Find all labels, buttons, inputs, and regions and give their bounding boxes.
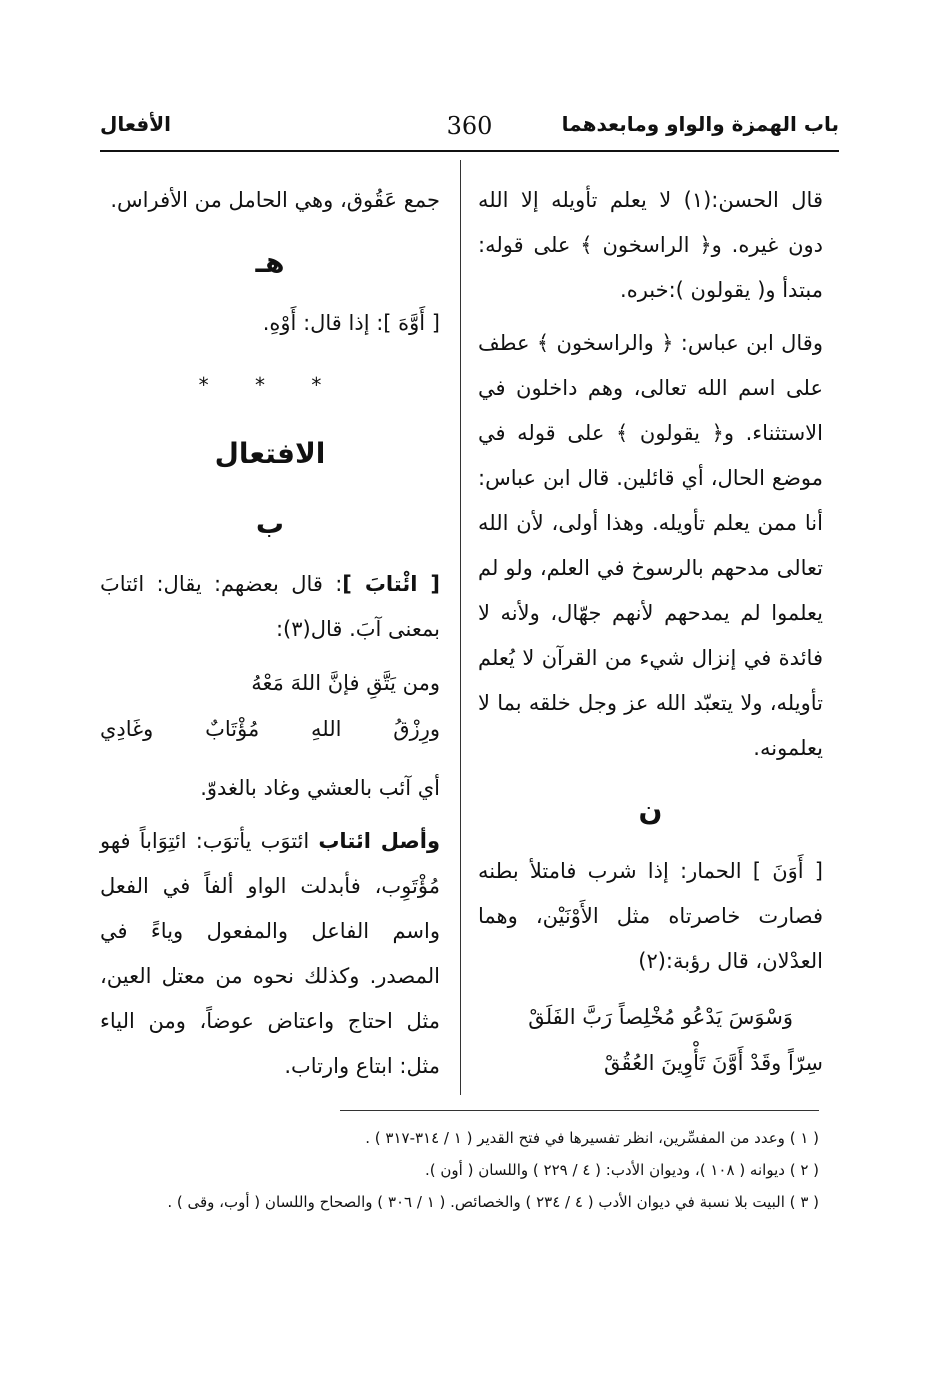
footnotes: [100, 1122, 819, 1218]
footnote-rule: [340, 1110, 819, 1111]
section-title: الأفعال: [100, 112, 171, 136]
header-rule: [100, 150, 839, 152]
paragraph-lead: وأصل ائتاب: [318, 829, 440, 853]
footnote-2: ( ٢ ) ديوانه ( ١٠٨ )، وديوان الأدب: ( ٤ / ٢٢٩ ) واللسان ( أون ).: [425, 1161, 819, 1179]
entry-text: الحمار: إذا شرب فامتلأ بطنه فصارت خاصرتاه مثل الأَوْنَيْن، وهما العدْلان، قال رؤبة:(٢): [478, 859, 823, 973]
letter-heading-ha: هـ: [255, 246, 285, 279]
page-header: [100, 108, 839, 148]
section-heading-iftial: الافتعال: [214, 437, 326, 470]
verse-line-1: ومن يَتَّقِ فإنَّ اللهَ مَعْهُ: [251, 671, 440, 695]
left-column: [100, 178, 440, 1097]
chapter-title: باب الهمزة والواو ومابعدهما: [561, 112, 839, 136]
letter-heading-nun: ن: [638, 794, 663, 827]
right-column: [478, 178, 823, 1094]
section-separator-stars: * * *: [198, 373, 342, 397]
verse-ruba: [478, 994, 823, 1086]
verse-gloss: أي آئب بالعشي وغاد بالغدوّ.: [200, 776, 440, 800]
paragraph-hasan: قال الحسن:(١) لا يعلم تأويله إلا الله دون غيره. و﴿ الراسخون ﴾ على قوله: مبتدأ و( يقولون ):خبره.: [478, 188, 823, 302]
paragraph-origin: [100, 819, 440, 1089]
verse-line-2: سِرّاً وقَدْ أَوَّنَ تَأْوِينَ العُقُقْ: [603, 1051, 823, 1075]
entry-headword: [ ائْتابَ ]: [342, 572, 440, 596]
letter-heading-ba: ب: [255, 507, 285, 540]
entry-awan: [478, 849, 823, 984]
entry-itaba: [100, 562, 440, 652]
verse-block: [100, 660, 440, 752]
column-divider: [460, 160, 461, 1095]
verse-line-1: وَسْوَسَ يَدْعُو مُخْلِصاً رَبَّ الفَلَقْ: [528, 1005, 793, 1029]
verse-line-2: ورِزْقُ اللهِ مُؤْتَابٌ وغَادِي: [100, 717, 440, 741]
footnote-3: ( ٣ ) البيت بلا نسبة في ديوان الأدب ( ٤ / ٢٣٤ ) والخصائص. ( ١ / ٣٠٦ ) والصحاح واللسان ( أوب، وقى ) .: [167, 1193, 819, 1211]
entry-awwaha: [ أَوَّهَ ]: إذا قال: أَوْهِ.: [262, 311, 440, 335]
paragraph-ibn-abbas: وقال ابن عباس: ﴿ والراسخون ﴾ عطف على اسم الله تعالى، وهم داخلون في الاستثناء. و﴿ يقولون ﴾ على قوله في موضع الحال، أي قائلين. قال ابن عباس: أنا ممن يعلم تأويله. وهذا أولى، لأن الله تعالى مدحهم بالرسوخ في العلم، ولو لم يعلموا لم يمدحهم لأنهم جهّال، ولأنه لا فائدة في إنزال شيء من القرآن لا يُعلم تأويله، ولا يتعبّد الله عز وجل خلقه بما لا يعلمونه.: [478, 331, 823, 760]
paragraph-text: ائتوَب يأتوَب: ائتِوَاباً فهو مُؤْتَوِب، فأبدلت الواو ألفاً في الفعل واسم الفاعل والمفعول وياءً في المصدر. وكذلك نحوه من معتل العين، مثل احتاج واعتاض عوضاً، ومن الياء مثل: ابتاع وارتاب.: [100, 829, 440, 1078]
paragraph-aquq: جمع عَقُوق، وهي الحامل من الأفراس.: [110, 188, 440, 212]
footnote-1: ( ١ ) وعدد من المفسِّرين، انظر تفسيرها في فتح القدير ( ١ / ٣١٤-٣١٧ ) .: [365, 1129, 819, 1147]
page-number: 360: [446, 112, 493, 140]
entry-text: : قال بعضهم: يقال: ائتابَ بمعنى آبَ. قال(٣):: [100, 572, 440, 641]
entry-headword: [ أَوَنَ ]: [752, 859, 823, 883]
